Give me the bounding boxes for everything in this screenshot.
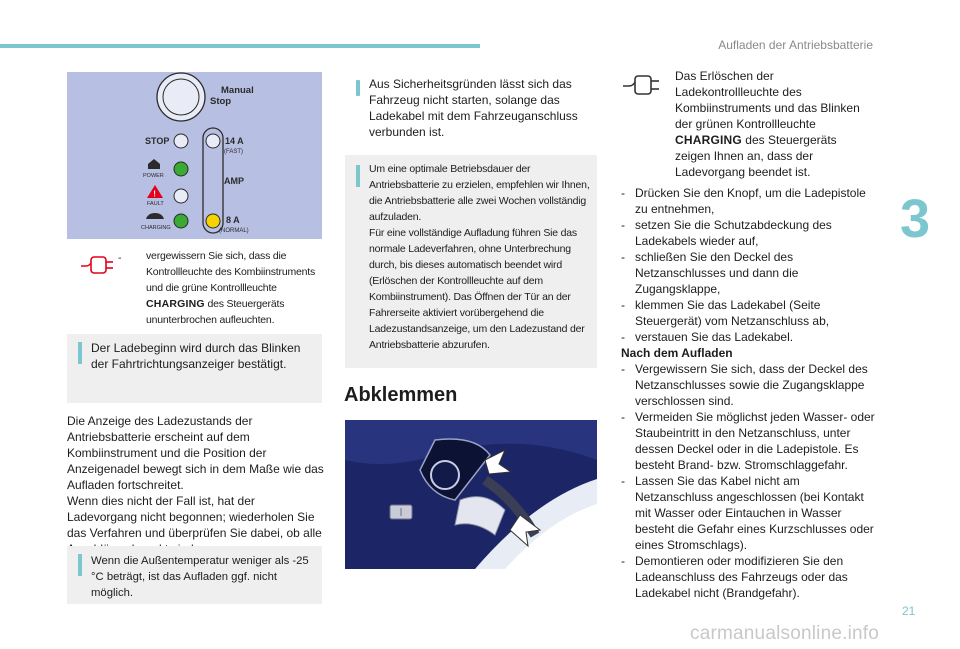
svg-text:!: ! <box>153 189 156 199</box>
charging-plug-icon <box>80 255 114 275</box>
charging-label: CHARGING <box>141 225 171 231</box>
battery-lifetime-box: Um eine optimale Betriebsdauer der Antriebsbatterie zu erzielen, empfehlen wir Ihnen, die Antriebsbatterie alle zwei Wochen vollständig aufzuladen. Für eine vollständige Aufladung führen Sie das normale Ladeverfahren, ohne Unterbrechung durch, bis dieses automatisch beendet wird (Erlöschen der Kontrollleuchte auf dem Kombiinstrument). Das Öffnen der Tür an der Fahrerseite aktiviert vorübergehend die Ladezustandsanzeige, um den Ladezustand der Antriebsbatterie abzurufen. <box>345 155 597 368</box>
normal-amp-label: (NORMAL) <box>219 228 249 234</box>
fault-label: FAULT <box>147 201 164 207</box>
charging-led <box>174 214 188 228</box>
list-item: - verstauen Sie das Ladekabel. <box>621 329 876 345</box>
disconnect-steps-list <box>621 185 876 345</box>
charge-end-text: Das Erlöschen der Ladekontrollleuchte des Kombiinstruments und das Blinken der grünen Kontrollleuchte CHARGING des Steuergeräts zeigen Ihnen an, dass der Ladevorgang beendet ist. <box>675 69 860 179</box>
amp-label: AMP <box>224 176 244 186</box>
info-box-temperature: Wenn die Außentemperatur weniger als -25 °C beträgt, ist das Aufladen ggf. nicht möglich. <box>67 546 322 604</box>
list-item: - Drücken Sie den Knopf, um die Ladepistole zu entnehmen, <box>621 185 876 217</box>
list-item: - Vermeiden Sie möglichst jeden Wasser- oder Staubeintritt in den Netzanschluss, unter dessen Deckel oder in die Ladepistole. Es besteht Brand- bzw. Stromschlaggefahr. <box>621 409 876 473</box>
charge-level-paragraph: Die Anzeige des Ladezustands der Antriebsbatterie erscheint auf dem Kombiinstrument und die Position der Anzeigenadel bewegt sich in dem Maße wie das Aufladen fortschreitet. Wenn dies nicht der Fall ist, hat der Ladevorgang nicht begonnen; wiederholen Sie das Verfahren und überprüfen Sie dabei, ob alle <box>67 414 324 540</box>
after-charging-list <box>621 361 876 601</box>
list-item: - setzen Sie die Schutzabdeckung des Ladekabels wieder auf, <box>621 217 876 249</box>
power-led <box>174 162 188 176</box>
icon-note-text: vergewissern Sie sich, dass die Kontrollleuchte des Kombiinstruments und die grüne Kontrollleuchte CHARGING des Steuergeräts ununterbrochen aufleuchten. <box>146 250 316 326</box>
watermark-text: carmanualsonline.info <box>690 623 880 644</box>
charging-control-panel-illustration <box>67 72 322 239</box>
normal-amp-led <box>206 214 220 228</box>
home-icon <box>148 159 160 169</box>
power-label: POWER <box>143 173 164 179</box>
header-accent-bar <box>0 44 480 48</box>
list-item: - Vergewissern Sie sich, dass der Deckel des Netzanschlusses sowie die Zugangsklappe verschlossen sind. <box>621 361 876 409</box>
list-item: - Demontieren oder modifizieren Sie den Ladeanschluss des Fahrzeugs oder das Ladekabel nicht (Brandgefahr). <box>621 553 876 601</box>
section-title-abklemmen: Abklemmen <box>344 384 458 406</box>
info-box-blinking: Der Ladebeginn wird durch das Blinken der Fahrtrichtungsanzeiger bestätigt. <box>67 334 322 403</box>
car-icon <box>146 213 164 219</box>
list-item: - schließen Sie den Deckel des Netzanschlusses und dann die Zugangsklappe, <box>621 249 876 297</box>
manual-label: Manual <box>221 85 254 96</box>
fast-amp-label: (FAST) <box>224 149 243 155</box>
chapter-number: 3 <box>900 189 931 249</box>
normal-amp-value: 8 A <box>226 215 240 225</box>
page-number: 21 <box>902 604 916 618</box>
stop-indicator-label: STOP <box>145 136 170 146</box>
list-item: - klemmen Sie das Ladekabel (Seite Steuergerät) vom Netzanschluss ab, <box>621 297 876 329</box>
after-charging-heading: Nach dem Aufladen <box>621 346 733 360</box>
list-item: - Lassen Sie das Kabel nicht am Netzanschluss angeschlossen (bei Kontakt mit Wasser oder Eintauchen in Wasser besteht die Gefahr eines Kurzschlusses oder eines Stromschlags). <box>621 473 876 553</box>
fast-amp-value: 14 A <box>225 136 244 146</box>
disconnect-plug-photo <box>345 420 597 569</box>
plug-icon-gray <box>622 73 662 97</box>
page-header-title: Aufladen der Antriebsbatterie <box>718 38 873 52</box>
stop-label: Stop <box>210 96 232 107</box>
